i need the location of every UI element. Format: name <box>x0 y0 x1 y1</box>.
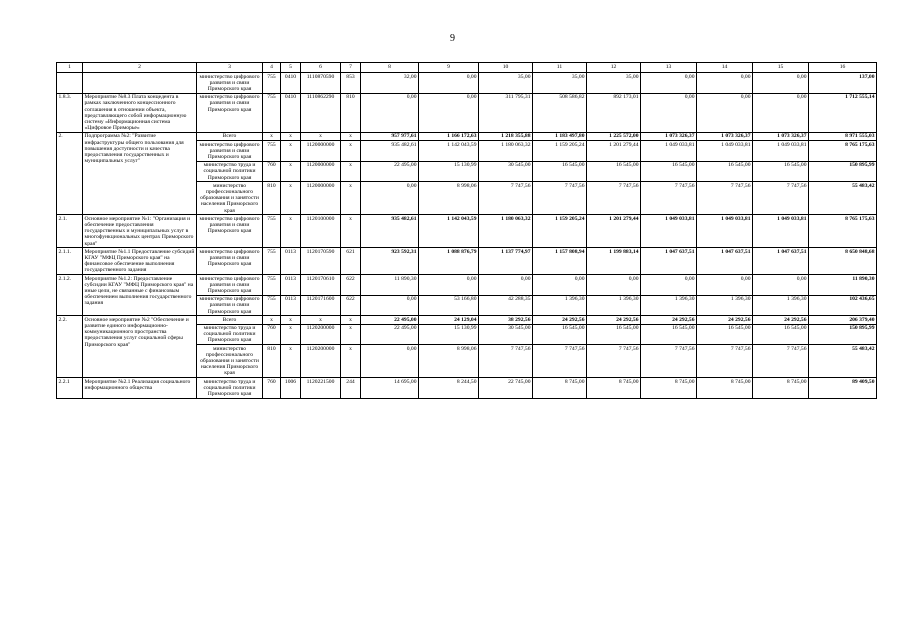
total-amount-cell: 8 650 848,68 <box>809 248 877 275</box>
amount-cell: 42 288,35 <box>479 295 533 316</box>
amount-cell: 8 244,50 <box>419 378 479 399</box>
amount-cell: 1 049 033,81 <box>753 141 809 162</box>
amount-cell: 7 747,56 <box>479 182 533 215</box>
amount-cell: 0,00 <box>641 275 697 296</box>
amount-cell: 0,00 <box>753 93 809 132</box>
amount-cell: 15 130,99 <box>419 324 479 345</box>
amount-cell: 35,00 <box>479 73 533 94</box>
amount-cell: 0,00 <box>419 73 479 94</box>
total-amount-cell: 150 895,99 <box>809 324 877 345</box>
amount-cell: 1 049 033,81 <box>641 215 697 248</box>
grbs-cell: x <box>263 316 281 324</box>
total-amount-cell: 8 971 555,03 <box>809 132 877 140</box>
section-code-cell: x <box>281 324 301 345</box>
amount-cell: 38 292,56 <box>479 316 533 324</box>
amount-cell: 53 166,80 <box>419 295 479 316</box>
amount-cell: 0,00 <box>361 182 419 215</box>
amount-cell: 1 047 637,51 <box>697 248 753 275</box>
target-article-cell: 1120100000 <box>301 215 341 248</box>
amount-cell: 1 142 043,59 <box>419 215 479 248</box>
amount-cell: 24 292,56 <box>641 316 697 324</box>
section-code-cell: x <box>281 141 301 162</box>
grbs-cell: 760 <box>263 324 281 345</box>
amount-cell: 24 292,56 <box>587 316 641 324</box>
amount-cell: 1 199 883,14 <box>587 248 641 275</box>
amount-cell: 1 201 279,44 <box>587 215 641 248</box>
column-header: 7 <box>341 63 361 73</box>
amount-cell: 1 159 205,24 <box>533 215 587 248</box>
amount-cell: 7 747,56 <box>587 345 641 378</box>
table-body <box>57 73 877 399</box>
expense-type-cell: 244 <box>341 378 361 399</box>
amount-cell: 16 545,00 <box>697 161 753 182</box>
column-header: 1 <box>57 63 83 73</box>
amount-cell: 1 396,30 <box>533 295 587 316</box>
amount-cell: 1 166 172,63 <box>419 132 479 140</box>
amount-cell: 7 747,56 <box>479 345 533 378</box>
amount-cell: 16 545,00 <box>587 161 641 182</box>
amount-cell: 14 695,00 <box>361 378 419 399</box>
amount-cell: 1 218 355,88 <box>479 132 533 140</box>
grbs-cell: 810 <box>263 182 281 215</box>
executor-cell: министерство труда и социальной политики Приморского края <box>197 161 263 182</box>
amount-cell: 35,00 <box>533 73 587 94</box>
amount-cell: 8 745,00 <box>641 378 697 399</box>
table-row <box>57 248 877 275</box>
column-header: 14 <box>697 63 753 73</box>
amount-cell: 1 088 876,79 <box>419 248 479 275</box>
target-article-cell: 1120200000 <box>301 324 341 345</box>
amount-cell: 24 292,56 <box>753 316 809 324</box>
amount-cell: 0,00 <box>361 295 419 316</box>
item-number-cell: 2.1.2. <box>57 275 83 316</box>
grbs-cell: 755 <box>263 93 281 132</box>
amount-cell: 7 747,56 <box>697 182 753 215</box>
column-header: 6 <box>301 63 341 73</box>
section-code-cell: 0410 <box>281 73 301 94</box>
total-amount-cell: 102 436,65 <box>809 295 877 316</box>
amount-cell: 0,00 <box>697 73 753 94</box>
amount-cell: 8 998,06 <box>419 182 479 215</box>
executor-cell: Всего <box>197 132 263 140</box>
amount-cell: 24 292,56 <box>533 316 587 324</box>
target-article-cell: 1120000000 <box>301 141 341 162</box>
target-article-cell: 1120200000 <box>301 345 341 378</box>
amount-cell: 8 745,00 <box>533 378 587 399</box>
executor-cell: министерство профессионального образования и занятости населения Приморского края <box>197 182 263 215</box>
amount-cell: 923 592,31 <box>361 248 419 275</box>
column-header: 4 <box>263 63 281 73</box>
amount-cell: 311 795,31 <box>479 93 533 132</box>
amount-cell: 16 545,00 <box>641 324 697 345</box>
column-header: 8 <box>361 63 419 73</box>
amount-cell: 892 173,01 <box>587 93 641 132</box>
amount-cell: 8 745,00 <box>697 378 753 399</box>
amount-cell: 0,00 <box>697 275 753 296</box>
target-article-cell: x <box>301 316 341 324</box>
amount-cell: 8 745,00 <box>753 378 809 399</box>
amount-cell: 7 747,56 <box>641 345 697 378</box>
expense-type-cell: 622 <box>341 275 361 296</box>
expense-type-cell: x <box>341 215 361 248</box>
amount-cell: 24 292,56 <box>697 316 753 324</box>
expense-type-cell: 621 <box>341 248 361 275</box>
item-name-cell: Основное мероприятие №1: "Организация и обеспечение предоставления государственных и муниципальных услуг в многофункциональных центрах Приморского края" <box>83 215 197 248</box>
budget-table <box>56 62 877 399</box>
header-row <box>57 63 877 73</box>
item-number-cell: 2.1. <box>57 215 83 248</box>
amount-cell: 0,00 <box>479 275 533 296</box>
amount-cell: 1 225 572,00 <box>587 132 641 140</box>
executor-cell: министерство цифрового развития и связи Приморского края <box>197 248 263 275</box>
item-number-cell: 2.2.1 <box>57 378 83 399</box>
executor-cell: министерство профессионального образования и занятости населения Приморского края <box>197 345 263 378</box>
column-header: 3 <box>197 63 263 73</box>
total-amount-cell: 206 379,40 <box>809 316 877 324</box>
table-row <box>57 316 877 324</box>
amount-cell: 32,00 <box>361 73 419 94</box>
amount-cell: 16 545,00 <box>533 161 587 182</box>
amount-cell: 1 049 033,81 <box>697 215 753 248</box>
amount-cell: 0,00 <box>587 275 641 296</box>
expense-type-cell: 622 <box>341 295 361 316</box>
executor-cell: министерство цифрового развития и связи Приморского края <box>197 215 263 248</box>
expense-type-cell: x <box>341 141 361 162</box>
amount-cell: 0,00 <box>533 275 587 296</box>
amount-cell: 0,00 <box>361 345 419 378</box>
column-header: 16 <box>809 63 877 73</box>
amount-cell: 30 545,00 <box>479 324 533 345</box>
amount-cell: 1 142 043,59 <box>419 141 479 162</box>
amount-cell: 1 073 326,37 <box>753 132 809 140</box>
amount-cell: 1 157 808,94 <box>533 248 587 275</box>
executor-cell: министерство цифрового развития и связи Приморского края <box>197 73 263 94</box>
amount-cell: 35,00 <box>587 73 641 94</box>
amount-cell: 1 201 279,44 <box>587 141 641 162</box>
amount-cell: 8 998,06 <box>419 345 479 378</box>
amount-cell: 1 183 497,80 <box>533 132 587 140</box>
amount-cell: 8 745,00 <box>587 378 641 399</box>
amount-cell: 7 747,56 <box>533 182 587 215</box>
expense-type-cell: 810 <box>341 93 361 132</box>
item-name-cell: Мероприятие №2.1 Реализация социального информационного общества <box>83 378 197 399</box>
target-article-cell: 1120000000 <box>301 182 341 215</box>
amount-cell: 16 545,00 <box>753 324 809 345</box>
item-number-cell: 1.8.3. <box>57 93 83 132</box>
amount-cell: 0,00 <box>641 73 697 94</box>
amount-cell: 957 977,61 <box>361 132 419 140</box>
amount-cell: 7 747,56 <box>533 345 587 378</box>
section-code-cell: 0410 <box>281 93 301 132</box>
section-code-cell: x <box>281 345 301 378</box>
total-amount-cell: 137,00 <box>809 73 877 94</box>
amount-cell: 1 049 033,81 <box>641 141 697 162</box>
grbs-cell: 755 <box>263 73 281 94</box>
target-article-cell: 1110862290 <box>301 93 341 132</box>
amount-cell: 0,00 <box>361 93 419 132</box>
item-number-cell: 2.2. <box>57 316 83 378</box>
total-amount-cell: 55 483,42 <box>809 182 877 215</box>
section-code-cell: 1006 <box>281 378 301 399</box>
target-article-cell: 1120221500 <box>301 378 341 399</box>
amount-cell: 24 129,04 <box>419 316 479 324</box>
column-header: 5 <box>281 63 301 73</box>
amount-cell: 7 747,56 <box>697 345 753 378</box>
section-code-cell: x <box>281 316 301 324</box>
amount-cell: 1 073 326,37 <box>697 132 753 140</box>
amount-cell: 0,00 <box>697 93 753 132</box>
executor-cell: министерство цифрового развития и связи Приморского края <box>197 275 263 296</box>
grbs-cell: 755 <box>263 141 281 162</box>
expense-type-cell: x <box>341 324 361 345</box>
amount-cell: 1 180 063,32 <box>479 215 533 248</box>
amount-cell: 30 545,00 <box>479 161 533 182</box>
amount-cell: 0,00 <box>419 93 479 132</box>
amount-cell: 11 890,30 <box>361 275 419 296</box>
amount-cell: 15 130,99 <box>419 161 479 182</box>
amount-cell: 1 137 774,97 <box>479 248 533 275</box>
amount-cell: 0,00 <box>419 275 479 296</box>
grbs-cell: 755 <box>263 295 281 316</box>
item-name-cell: Мероприятие №1.2: Предоставление субсидии КГАУ "МФЦ Приморского края" на иные цели, не связанные с финансовым обеспечением выполнения государственного задания <box>83 275 197 316</box>
target-article-cell: 1120000000 <box>301 161 341 182</box>
amount-cell: 935 482,61 <box>361 141 419 162</box>
amount-cell: 7 747,56 <box>641 182 697 215</box>
item-number-cell <box>57 73 83 94</box>
grbs-cell: 755 <box>263 215 281 248</box>
amount-cell: 1 049 033,81 <box>753 215 809 248</box>
section-code-cell: x <box>281 161 301 182</box>
table-row <box>57 215 877 248</box>
executor-cell: министерство труда и социальной политики Приморского края <box>197 378 263 399</box>
amount-cell: 0,00 <box>753 73 809 94</box>
target-article-cell: 1120171600 <box>301 295 341 316</box>
amount-cell: 1 047 637,51 <box>641 248 697 275</box>
expense-type-cell: 853 <box>341 73 361 94</box>
section-code-cell: x <box>281 215 301 248</box>
item-number-cell: 2. <box>57 132 83 214</box>
total-amount-cell: 1 712 555,14 <box>809 93 877 132</box>
amount-cell: 935 482,61 <box>361 215 419 248</box>
column-header: 9 <box>419 63 479 73</box>
grbs-cell: 755 <box>263 275 281 296</box>
total-amount-cell: 89 409,50 <box>809 378 877 399</box>
column-header: 10 <box>479 63 533 73</box>
grbs-cell: x <box>263 132 281 140</box>
grbs-cell: 755 <box>263 248 281 275</box>
target-article-cell: 1110870590 <box>301 73 341 94</box>
column-header: 11 <box>533 63 587 73</box>
table-row <box>57 378 877 399</box>
executor-cell: министерство труда и социальной политики Приморского края <box>197 324 263 345</box>
executor-cell: министерство цифрового развития и связи Приморского края <box>197 295 263 316</box>
item-number-cell: 2.1.1. <box>57 248 83 275</box>
column-header: 13 <box>641 63 697 73</box>
amount-cell: 1 396,30 <box>697 295 753 316</box>
amount-cell: 16 545,00 <box>641 161 697 182</box>
amount-cell: 22 495,00 <box>361 316 419 324</box>
expense-type-cell: x <box>341 132 361 140</box>
amount-cell: 22 495,00 <box>361 161 419 182</box>
amount-cell: 22 745,00 <box>479 378 533 399</box>
amount-cell: 1 396,30 <box>587 295 641 316</box>
amount-cell: 16 545,00 <box>587 324 641 345</box>
amount-cell: 7 747,56 <box>753 345 809 378</box>
executor-cell: Всего <box>197 316 263 324</box>
target-article-cell: 1120170610 <box>301 275 341 296</box>
total-amount-cell: 55 483,42 <box>809 345 877 378</box>
grbs-cell: 760 <box>263 378 281 399</box>
table-row <box>57 132 877 140</box>
expense-type-cell: x <box>341 161 361 182</box>
item-name-cell: Мероприятие №1.1 Предоставление субсидий КГАУ "МФЦ Приморского края" на финансовое обеспечение выполнения государственного задания <box>83 248 197 275</box>
amount-cell: 16 545,00 <box>753 161 809 182</box>
total-amount-cell: 8 765 175,63 <box>809 141 877 162</box>
total-amount-cell: 150 895,99 <box>809 161 877 182</box>
grbs-cell: 810 <box>263 345 281 378</box>
amount-cell: 508 586,82 <box>533 93 587 132</box>
target-article-cell: x <box>301 132 341 140</box>
table-row <box>57 73 877 94</box>
amount-cell: 1 396,30 <box>753 295 809 316</box>
table-row <box>57 275 877 296</box>
amount-cell: 1 180 063,32 <box>479 141 533 162</box>
column-header: 12 <box>587 63 641 73</box>
item-name-cell <box>83 73 197 94</box>
item-name-cell: Подпрограмма №2: "Развитие инфраструктуры общего пользования для повышения доступности и качества предоставления государственных и муниципальных услуг" <box>83 132 197 214</box>
amount-cell: 22 495,00 <box>361 324 419 345</box>
section-code-cell: x <box>281 132 301 140</box>
total-amount-cell: 8 765 175,63 <box>809 215 877 248</box>
grbs-cell: 760 <box>263 161 281 182</box>
expense-type-cell: x <box>341 316 361 324</box>
column-header: 2 <box>83 63 197 73</box>
section-code-cell: 0113 <box>281 248 301 275</box>
amount-cell: 1 159 205,24 <box>533 141 587 162</box>
amount-cell: 7 747,56 <box>587 182 641 215</box>
section-code-cell: 0113 <box>281 295 301 316</box>
expense-type-cell: x <box>341 345 361 378</box>
section-code-cell: x <box>281 182 301 215</box>
total-amount-cell: 11 890,30 <box>809 275 877 296</box>
item-name-cell: Мероприятие №8.3 Плата концедента в рамках заключенного концессионного соглашения в отношении объекта, представляющего собой информационную систему «Информационная система «Цифровое Приморье» <box>83 93 197 132</box>
amount-cell: 0,00 <box>753 275 809 296</box>
amount-cell: 0,00 <box>641 93 697 132</box>
amount-cell: 1 396,30 <box>641 295 697 316</box>
table-row <box>57 93 877 132</box>
item-name-cell: Основное мероприятие №2 "Обеспечение и развитие единого информационно-коммуникационного пространства предоставления услуг социальной сферы Приморского края" <box>83 316 197 378</box>
expense-type-cell: x <box>341 182 361 215</box>
amount-cell: 16 545,00 <box>697 324 753 345</box>
amount-cell: 16 545,00 <box>533 324 587 345</box>
amount-cell: 1 049 033,81 <box>697 141 753 162</box>
column-header: 15 <box>753 63 809 73</box>
amount-cell: 1 073 326,37 <box>641 132 697 140</box>
section-code-cell: 0113 <box>281 275 301 296</box>
amount-cell: 7 747,56 <box>753 182 809 215</box>
executor-cell: министерство цифрового развития и связи Приморского края <box>197 141 263 162</box>
executor-cell: министерство цифрового развития и связи Приморского края <box>197 93 263 132</box>
amount-cell: 1 047 637,51 <box>753 248 809 275</box>
page-number: 9 <box>450 33 455 44</box>
target-article-cell: 1120170590 <box>301 248 341 275</box>
